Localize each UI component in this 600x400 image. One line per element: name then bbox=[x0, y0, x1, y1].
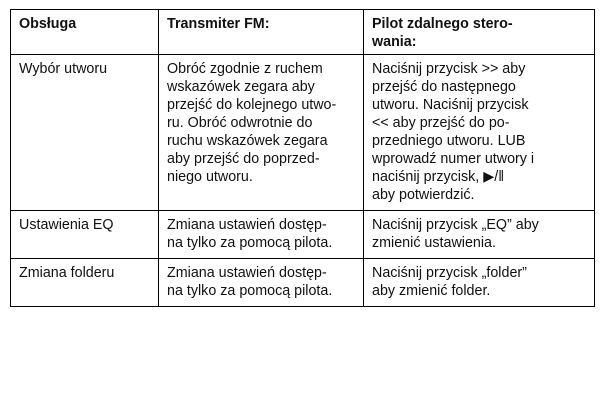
header-operation-text: Obsługa bbox=[19, 16, 77, 32]
table-row-track-selection bbox=[11, 55, 595, 211]
controls-table bbox=[10, 9, 595, 307]
fm-text-line: ruchu wskazówek zegara bbox=[167, 133, 328, 149]
fm-text-line: Obróć zgodnie z ruchem bbox=[167, 61, 323, 77]
fm-cell bbox=[159, 259, 364, 307]
fm-text-line: wskazówek zegara aby bbox=[167, 79, 315, 95]
row-label: Ustawienia EQ bbox=[19, 217, 114, 233]
fm-text-line: na tylko za pomocą pilota. bbox=[167, 235, 333, 251]
remote-text-line: Naciśnij przycisk „folder” bbox=[372, 265, 527, 281]
fm-cell bbox=[159, 55, 364, 211]
remote-text-line: przejść do następnego bbox=[372, 79, 516, 95]
row-label-cell bbox=[11, 55, 159, 211]
header-fm-transmitter-text: Transmiter FM: bbox=[167, 16, 270, 32]
remote-text-line: Naciśnij przycisk „EQ” aby bbox=[372, 217, 539, 233]
header-operation bbox=[11, 10, 159, 55]
remote-text-line: przedniego utworu. LUB bbox=[372, 133, 526, 149]
remote-cell bbox=[364, 259, 595, 307]
table-row-eq-settings bbox=[11, 211, 595, 259]
remote-text-line: aby zmienić folder. bbox=[372, 283, 491, 299]
row-label-cell bbox=[11, 211, 159, 259]
fm-text-line: aby przejść do poprzed- bbox=[167, 151, 320, 167]
table-row-folder-change bbox=[11, 259, 595, 307]
remote-cell bbox=[364, 211, 595, 259]
row-label: Zmiana folderu bbox=[19, 265, 115, 281]
remote-text-line: Naciśnij przycisk >> aby bbox=[372, 61, 526, 77]
remote-text-line: utworu. Naciśnij przycisk bbox=[372, 97, 529, 113]
remote-text-line: << aby przejść do po- bbox=[372, 115, 510, 131]
row-label: Wybór utworu bbox=[19, 61, 108, 77]
remote-cell bbox=[364, 55, 595, 211]
remote-text-line: naciśnij przycisk, ▶/ǁ bbox=[372, 169, 505, 185]
remote-text-line: zmienić ustawienia. bbox=[372, 235, 496, 251]
fm-cell bbox=[159, 211, 364, 259]
fm-text-line: niego utworu. bbox=[167, 169, 253, 185]
remote-text-line: wprowadź numer utwory i bbox=[372, 151, 535, 167]
fm-text-line: ru. Obróć odwrotnie do bbox=[167, 115, 313, 131]
remote-text-line: aby potwierdzić. bbox=[372, 187, 475, 203]
fm-text-line: przejść do kolejnego utwo- bbox=[167, 97, 337, 113]
fm-text-line: Zmiana ustawień dostęp- bbox=[167, 265, 327, 281]
row-label-cell bbox=[11, 259, 159, 307]
fm-text-line: Zmiana ustawień dostęp- bbox=[167, 217, 327, 233]
header-remote-control bbox=[364, 10, 595, 55]
header-fm-transmitter bbox=[159, 10, 364, 55]
fm-text-line: na tylko za pomocą pilota. bbox=[167, 283, 333, 299]
header-remote-line: wania: bbox=[372, 34, 417, 50]
header-row bbox=[11, 10, 595, 55]
header-remote-line: Pilot zdalnego stero- bbox=[372, 16, 513, 32]
